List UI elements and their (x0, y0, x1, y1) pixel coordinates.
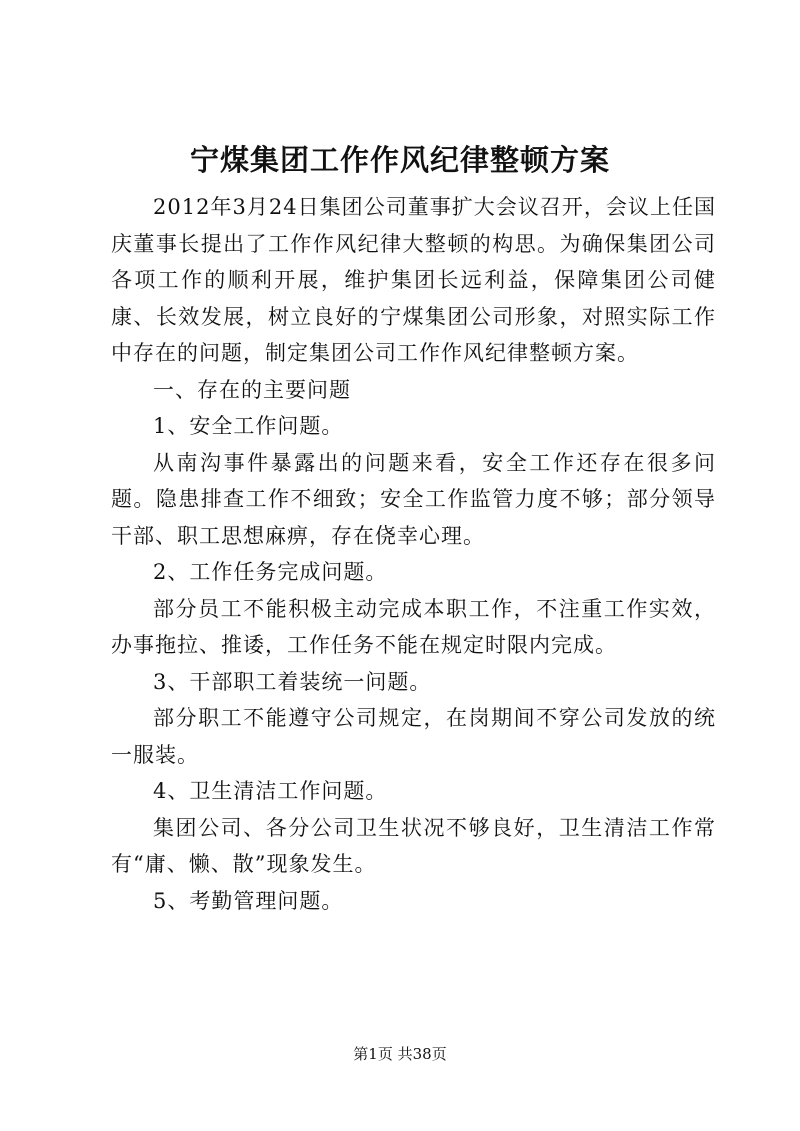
paragraph-sanitation: 集团公司、各分公司卫生状况不够良好，卫生清洁工作常有“庸、懒、散”现象发生。 (111, 815, 716, 876)
item-heading-safety: 1、安全工作问题。 (153, 414, 344, 438)
item-heading-sanitation: 4、卫生清洁工作问题。 (153, 779, 388, 803)
document-title: 宁煤集团工作作风纪律整顿方案 (189, 143, 610, 177)
page-footer: 第1页 共38页 (353, 1045, 447, 1063)
paragraph-task-completion: 部分员工不能积极主动完成本职工作，不注重工作实效，办事拖拉、推诿，工作任务不能在规定时限内完成。 (111, 596, 716, 657)
section-heading-main-problems: 一、存在的主要问题 (153, 377, 351, 402)
paragraph-safety: 从南沟事件暴露出的问题来看，安全工作还存在很多问题。隐患排查工作不细致；安全工作监管力度不够；部分领导干部、职工思想麻痹，存在侥幸心理。 (111, 450, 716, 548)
item-heading-task-completion: 2、工作任务完成问题。 (153, 560, 388, 584)
item-heading-attendance: 5、考勤管理问题。 (153, 888, 344, 913)
paragraph-intro: 2012年3月24日集团公司董事扩大会议召开，会议上任国庆董事长提出了工作作风纪律大整顿的构思。为确保集团公司各项工作的顺利开展，维护集团长远利益，保障集团公司健康、长效发展，树立良好的宁煤集团公司形象，对照实际工作中存在的问题，制定集团公司工作作风纪律整顿方案。 (111, 195, 716, 365)
document-body (111, 189, 716, 919)
paragraph-uniform: 部分职工不能遵守公司规定，在岗期间不穿公司发放的统一服装。 (111, 706, 716, 767)
item-heading-uniform: 3、干部职工着装统一问题。 (153, 669, 432, 694)
